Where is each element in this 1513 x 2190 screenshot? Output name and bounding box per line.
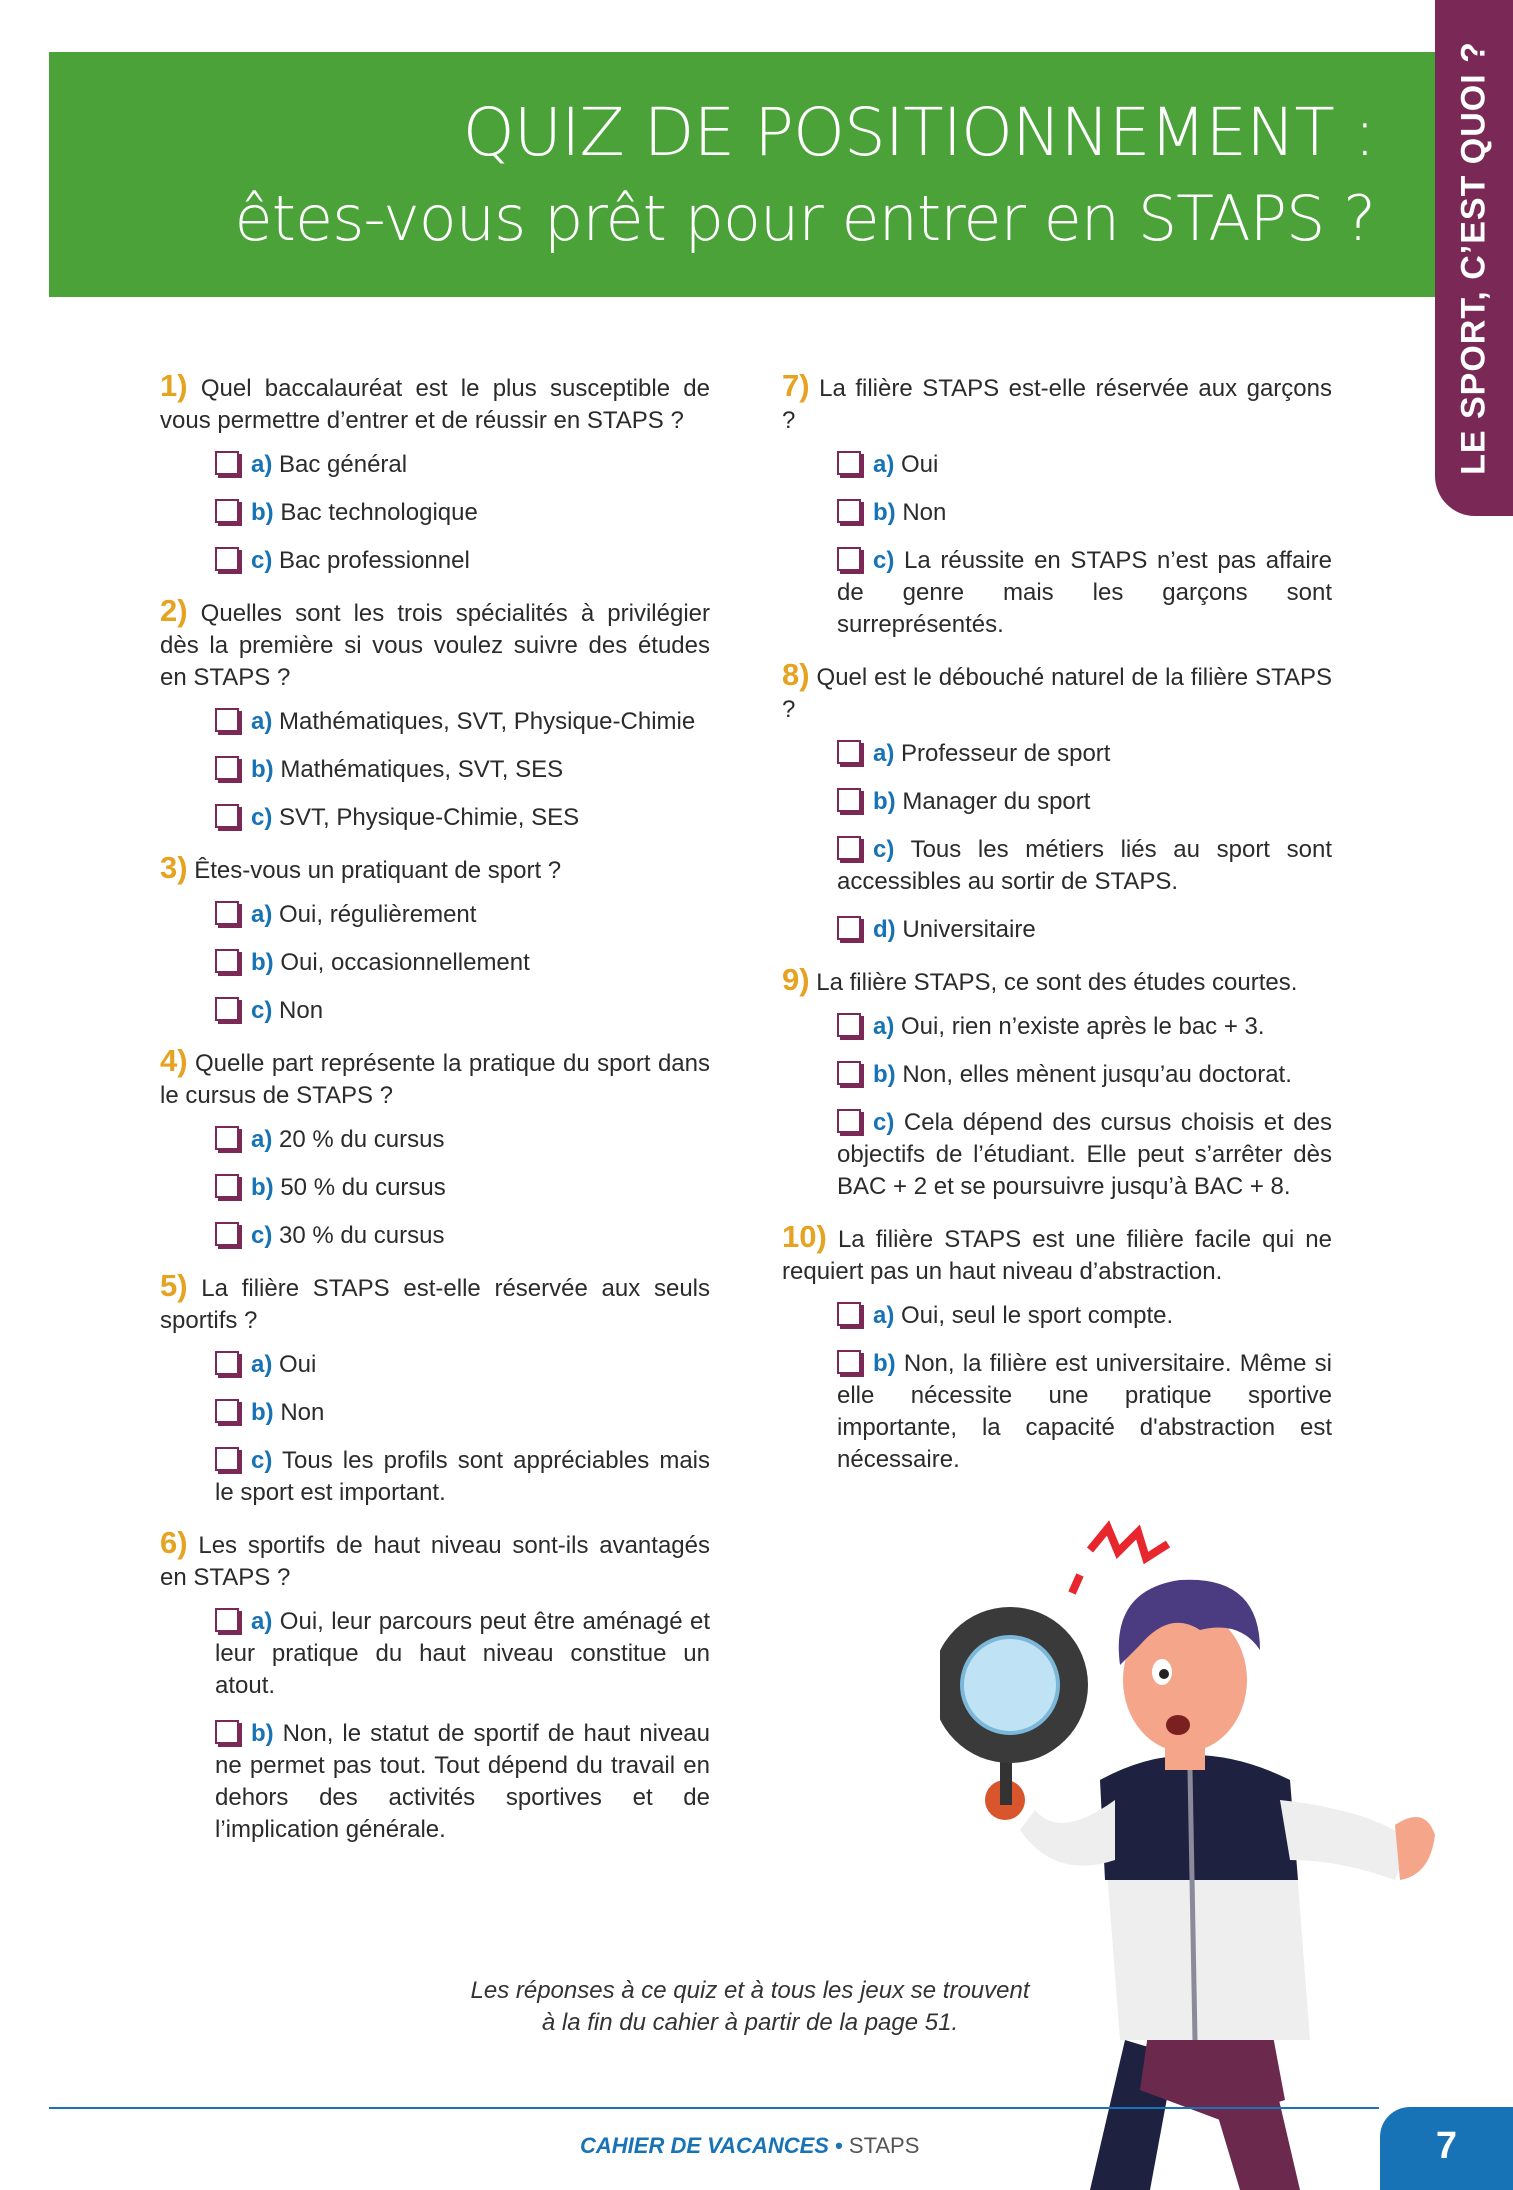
answer-option[interactable] xyxy=(160,995,710,1027)
checkbox-icon[interactable] xyxy=(837,836,861,860)
question-label: La filière STAPS est-elle réservée aux seuls sportifs ? xyxy=(160,1275,710,1334)
option-label: SVT, Physique-Chimie, SES xyxy=(279,804,580,831)
option-label: Mathématiques, SVT, SES xyxy=(280,756,564,783)
question-label: Êtes-vous un pratiquant de sport ? xyxy=(194,857,562,884)
question xyxy=(782,659,1332,946)
question-text xyxy=(160,595,710,694)
checkbox-icon[interactable] xyxy=(215,1399,239,1423)
answer-option[interactable] xyxy=(160,802,710,834)
option-label: Universitaire xyxy=(902,916,1036,943)
questions-right-column xyxy=(782,370,1332,1494)
option-letter: b) xyxy=(873,788,896,815)
checkbox-icon[interactable] xyxy=(837,547,861,571)
option-letter: a) xyxy=(251,708,273,735)
answer-option[interactable] xyxy=(782,545,1332,641)
checkbox-icon[interactable] xyxy=(215,499,239,523)
option-letter: b) xyxy=(251,1399,274,1426)
checkbox-icon[interactable] xyxy=(215,1351,239,1375)
option-letter: a) xyxy=(251,451,273,478)
option-letter: c) xyxy=(873,547,895,574)
section-tab-label: LE SPORT, C’EST QUOI ? xyxy=(1454,41,1493,475)
checkbox-icon[interactable] xyxy=(215,901,239,925)
answer-option[interactable] xyxy=(782,449,1332,481)
question-text xyxy=(782,370,1332,437)
question-text xyxy=(782,659,1332,726)
title-banner xyxy=(49,52,1435,297)
option-label: Bac technologique xyxy=(280,499,478,526)
question xyxy=(782,1221,1332,1476)
answer-option[interactable] xyxy=(782,1011,1332,1043)
option-label: Oui, régulièrement xyxy=(279,901,477,928)
section-tab xyxy=(1435,0,1513,516)
option-letter: c) xyxy=(251,804,273,831)
option-letter: c) xyxy=(251,997,273,1024)
question-label: La filière STAPS est une filière facile qui ne requiert pas un haut niveau d’abstraction. xyxy=(782,1226,1332,1285)
option-label: Oui xyxy=(279,1351,317,1378)
option-label: Oui, seul le sport compte. xyxy=(901,1302,1174,1329)
option-letter: b) xyxy=(873,499,896,526)
question-number: 3) xyxy=(160,850,188,885)
checkbox-icon[interactable] xyxy=(837,1013,861,1037)
checkbox-icon[interactable] xyxy=(215,1222,239,1246)
answer-option[interactable] xyxy=(160,754,710,786)
question-number: 8) xyxy=(782,657,810,692)
option-letter: a) xyxy=(873,740,895,767)
checkbox-icon[interactable] xyxy=(837,1109,861,1133)
answer-option[interactable] xyxy=(782,1059,1332,1091)
checkbox-icon[interactable] xyxy=(215,1126,239,1150)
option-label: Tous les profils sont appréciables mais le sport est important. xyxy=(215,1447,711,1506)
checkbox-icon[interactable] xyxy=(837,499,861,523)
question xyxy=(160,1270,710,1509)
page-number-badge xyxy=(1380,2107,1513,2190)
option-label: Oui, leur parcours peut être aménagé et leur pratique du haut niveau constitue un atout. xyxy=(215,1608,711,1699)
answer-option[interactable] xyxy=(782,786,1332,818)
question-label: La filière STAPS, ce sont des études courtes. xyxy=(816,969,1298,996)
option-letter: d) xyxy=(873,916,896,943)
answer-option[interactable] xyxy=(160,899,710,931)
option-label: Mathématiques, SVT, Physique-Chimie xyxy=(279,708,696,735)
question-label: La filière STAPS est-elle réservée aux garçons ? xyxy=(782,375,1332,434)
question-text xyxy=(160,1527,710,1594)
option-letter: c) xyxy=(251,547,273,574)
footer-separator: • xyxy=(835,2133,843,2158)
option-letter: b) xyxy=(873,1061,896,1088)
option-letter: c) xyxy=(251,1222,273,1249)
question-label: Quel baccalauréat est le plus susceptible de vous permettre d’entrer et de réussir en STAPS ? xyxy=(160,375,710,434)
question-text xyxy=(160,852,710,887)
question-label: Quelle part représente la pratique du sport dans le cursus de STAPS ? xyxy=(160,1050,710,1109)
option-label: Non, elles mènent jusqu’au doctorat. xyxy=(902,1061,1292,1088)
answer-option[interactable] xyxy=(160,545,710,577)
option-label: 30 % du cursus xyxy=(279,1222,445,1249)
answer-option[interactable] xyxy=(782,834,1332,898)
answer-option[interactable] xyxy=(160,1718,710,1846)
option-letter: b) xyxy=(251,1720,274,1747)
answer-option[interactable] xyxy=(160,706,710,738)
question xyxy=(782,370,1332,641)
checkbox-icon[interactable] xyxy=(837,740,861,764)
question xyxy=(160,1527,710,1846)
checkbox-icon[interactable] xyxy=(215,1447,239,1471)
checkbox-icon[interactable] xyxy=(837,1302,861,1326)
checkbox-icon[interactable] xyxy=(215,451,239,475)
checkbox-icon[interactable] xyxy=(837,1061,861,1085)
checkbox-icon[interactable] xyxy=(215,756,239,780)
option-label: 50 % du cursus xyxy=(280,1174,446,1201)
option-letter: b) xyxy=(251,949,274,976)
option-letter: a) xyxy=(873,451,895,478)
question-label: Quel est le débouché naturel de la filière STAPS ? xyxy=(782,664,1332,723)
answer-option[interactable] xyxy=(782,738,1332,770)
answer-option[interactable] xyxy=(160,1124,710,1156)
checkbox-icon[interactable] xyxy=(215,1608,239,1632)
checkbox-icon[interactable] xyxy=(837,788,861,812)
option-label: Oui, occasionnellement xyxy=(280,949,530,976)
option-label: Oui xyxy=(901,451,939,478)
option-label: Bac professionnel xyxy=(279,547,470,574)
checkbox-icon[interactable] xyxy=(215,949,239,973)
option-label: Non, le statut de sportif de haut niveau ne permet pas tout. Tout dépend du travail en dehors des activités sportives et de l’implication générale. xyxy=(215,1720,710,1843)
question-number: 9) xyxy=(782,962,810,997)
option-label: Cela dépend des cursus choisis et des objectifs de l’étudiant. Elle peut s’arrêter dès BAC + 2 et se poursuivre jusqu’à BAC + 8. xyxy=(837,1109,1333,1200)
answer-option[interactable] xyxy=(782,1300,1332,1332)
footer-brand: CAHIER DE VACANCES xyxy=(580,2133,829,2158)
answer-option[interactable] xyxy=(160,947,710,979)
option-letter: a) xyxy=(251,1351,273,1378)
answer-option[interactable] xyxy=(782,1348,1332,1476)
questions-left-column xyxy=(160,370,710,1864)
checkbox-icon[interactable] xyxy=(215,547,239,571)
option-label: Non xyxy=(902,499,947,526)
option-letter: a) xyxy=(251,1608,273,1635)
option-label: Manager du sport xyxy=(902,788,1091,815)
option-label: 20 % du cursus xyxy=(279,1126,445,1153)
question-label: Les sportifs de haut niveau sont-ils avantagés en STAPS ? xyxy=(160,1532,710,1591)
answer-option[interactable] xyxy=(782,1107,1332,1203)
question-number: 5) xyxy=(160,1268,188,1303)
checkbox-icon[interactable] xyxy=(215,1174,239,1198)
option-letter: a) xyxy=(873,1013,895,1040)
checkbox-icon[interactable] xyxy=(837,916,861,940)
option-label: Tous les métiers liés au sport sont accessibles au sortir de STAPS. xyxy=(837,836,1332,895)
option-label: Non xyxy=(280,1399,325,1426)
option-label: Oui, rien n’existe après le bac + 3. xyxy=(901,1013,1265,1040)
question-number: 2) xyxy=(160,593,188,628)
option-letter: c) xyxy=(873,1109,895,1136)
answer-option[interactable] xyxy=(160,497,710,529)
option-letter: b) xyxy=(873,1350,896,1377)
option-label: Non xyxy=(279,997,324,1024)
option-letter: b) xyxy=(251,1174,274,1201)
student-with-magnifying-glass-illustration xyxy=(940,1480,1440,2190)
answer-option[interactable] xyxy=(160,1349,710,1381)
checkbox-icon[interactable] xyxy=(215,708,239,732)
question-number: 4) xyxy=(160,1043,188,1078)
option-label: Bac général xyxy=(279,451,408,478)
question-text xyxy=(160,370,710,437)
question xyxy=(160,370,710,577)
answer-option[interactable] xyxy=(160,1606,710,1702)
footer-subject: STAPS xyxy=(848,2133,920,2158)
alert-burst-icon xyxy=(1072,1528,1168,1593)
footer-divider xyxy=(49,2107,1379,2109)
option-letter: a) xyxy=(873,1302,895,1329)
checkbox-icon[interactable] xyxy=(215,1720,239,1744)
option-label: Non, la filière est universitaire. Même si elle nécessite une pratique sportive importante, la capacité d'abstraction est nécessaire. xyxy=(837,1350,1332,1473)
option-letter: b) xyxy=(251,756,274,783)
page-subtitle: êtes-vous prêt pour entrer en STAPS ? xyxy=(234,182,1375,255)
question-label: Quelles sont les trois spécialités à privilégier dès la première si vous voulez suivre des études en STAPS ? xyxy=(160,600,711,691)
question-text xyxy=(160,1045,710,1112)
question-text xyxy=(782,1221,1332,1288)
option-letter: a) xyxy=(251,901,273,928)
answers-note-line2: à la fin du cahier à partir de la page 51. xyxy=(541,2009,959,2036)
option-label: La réussite en STAPS n’est pas affaire de genre mais les garçons sont surreprésentés. xyxy=(837,547,1332,638)
answer-option[interactable] xyxy=(160,1172,710,1204)
question-number: 6) xyxy=(160,1525,188,1560)
page-title: QUIZ DE POSITIONNEMENT : xyxy=(462,94,1375,171)
footer xyxy=(580,2133,919,2159)
question-number: 10) xyxy=(782,1219,827,1254)
answer-option[interactable] xyxy=(782,497,1332,529)
answer-option[interactable] xyxy=(160,449,710,481)
answer-option[interactable] xyxy=(160,1220,710,1252)
page-number: 7 xyxy=(1435,2125,1458,2167)
option-letter: a) xyxy=(251,1126,273,1153)
checkbox-icon[interactable] xyxy=(837,451,861,475)
checkbox-icon[interactable] xyxy=(215,804,239,828)
question-text xyxy=(160,1270,710,1337)
answer-option[interactable] xyxy=(782,914,1332,946)
question-text xyxy=(782,964,1332,999)
option-letter: c) xyxy=(873,836,895,863)
option-label: Professeur de sport xyxy=(901,740,1111,767)
answer-option[interactable] xyxy=(160,1445,710,1509)
answers-note-line1: Les réponses à ce quiz et à tous les jeux se trouvent xyxy=(470,1977,1030,2004)
question-number: 7) xyxy=(782,368,810,403)
question-number: 1) xyxy=(160,368,188,403)
question xyxy=(782,964,1332,1203)
question xyxy=(160,1045,710,1252)
checkbox-icon[interactable] xyxy=(215,997,239,1021)
checkbox-icon[interactable] xyxy=(837,1350,861,1374)
option-letter: c) xyxy=(251,1447,273,1474)
question xyxy=(160,595,710,834)
answer-option[interactable] xyxy=(160,1397,710,1429)
question xyxy=(160,852,710,1027)
option-letter: b) xyxy=(251,499,274,526)
